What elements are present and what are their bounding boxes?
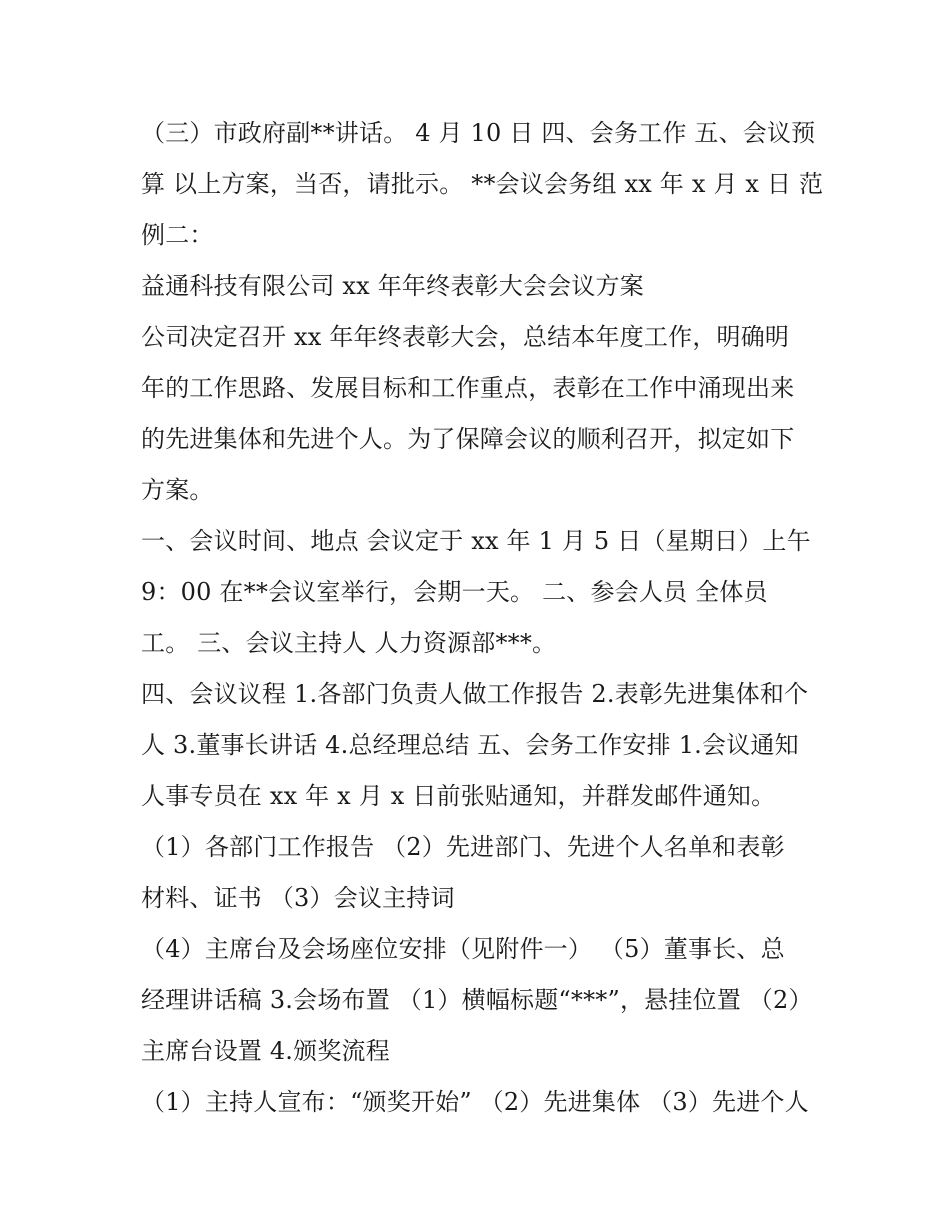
text-line: （1）各部门工作报告 （2）先进部门、先进个人名单和表彰 [141,833,785,861]
document-body [141,108,824,1128]
text-line: 人事专员在 xx 年 x 月 x 日前张贴通知，并群发邮件通知。 [141,782,776,810]
text-line: 经理讲话稿 3.会场布置 （1）横幅标题“***”，悬挂位置 （2） [141,986,813,1014]
text-line: 9：00 在**会议室举行，会期一天。 二、参会人员 全体员 [141,578,768,606]
text-line: 方案。 [141,476,214,504]
text-line: 公司决定召开 xx 年年终表彰大会，总结本年度工作，明确明 [141,323,790,351]
text-line: （1）主持人宣布：“颁奖开始” （2）先进集体 （3）先进个人 [141,1088,809,1116]
text-line: 一、会议时间、地点 会议定于 xx 年 1 月 5 日（星期日）上午 [141,527,811,555]
text-line: 工。 三、会议主持人 人力资源部***。 [141,629,557,657]
text-line: （4）主席台及会场座位安排（见附件一） （5）董事长、总 [141,935,785,963]
text-line: 例二： [141,221,214,249]
document-heading: 益通科技有限公司 xx 年年终表彰大会会议方案 [141,272,644,300]
text-line: 四、会议议程 1.各部门负责人做工作报告 2.表彰先进集体和个 [141,680,809,708]
text-line: 主席台设置 4.颁奖流程 [141,1037,390,1065]
text-line: 材料、证书 （3）会议主持词 [141,884,455,912]
text-line: 年的工作思路、发展目标和工作重点，表彰在工作中涌现出来 [141,374,795,402]
text-line: 算 以上方案，当否，请批示。 **会议会务组 xx 年 x 月 x 日 范 [141,170,824,198]
text-line: 的先进集体和先进个人。为了保障会议的顺利召开，拟定如下 [141,425,795,453]
text-line: （三）市政府副**讲话。 4 月 10 日 四、会务工作 五、会议预 [141,119,816,147]
text-line: 人 3.董事长讲话 4.总经理总结 五、会务工作安排 1.会议通知 [141,731,799,759]
